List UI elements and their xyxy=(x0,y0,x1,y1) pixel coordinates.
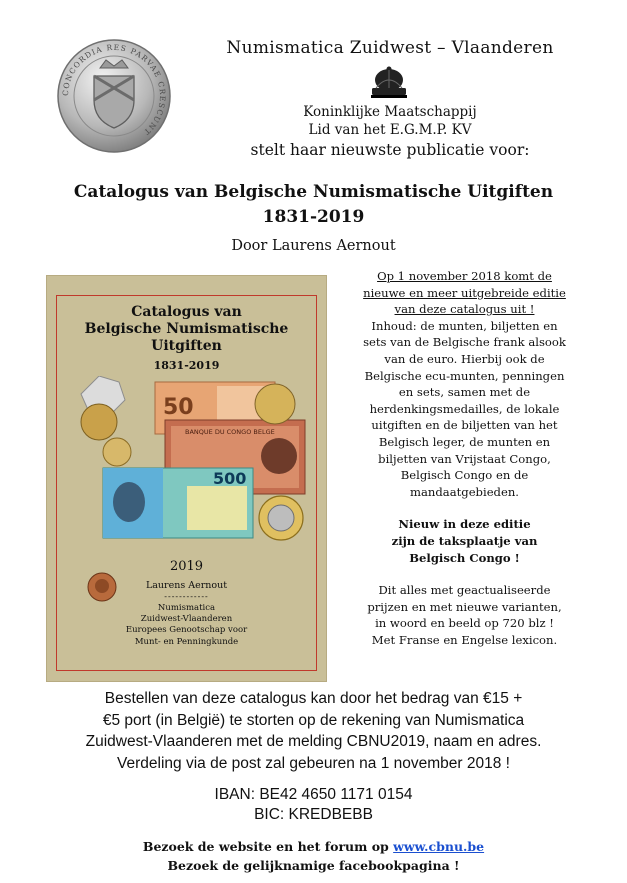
intro-line-1: Op 1 november 2018 komt de xyxy=(377,269,552,283)
svg-text:BANQUE DU CONGO BELGE: BANQUE DU CONGO BELGE xyxy=(185,428,275,436)
cover-title-1: Catalogus van xyxy=(131,304,242,320)
header-line-3: stelt haar nieuwste publicatie voor: xyxy=(250,141,530,159)
extra-line: prijzen en met nieuwe varianten, xyxy=(367,599,562,614)
intro-line-2: nieuwe en meer uitgebreide editie xyxy=(363,285,566,300)
main-title: Catalogus van Belgische Numismatische Uitgiften xyxy=(73,182,554,202)
content-line: Inhoud: de munten, biljetten en xyxy=(371,318,558,333)
note-500-illustration xyxy=(103,468,253,538)
cover-title-3: Uitgiften xyxy=(151,338,222,354)
cover-org-line-2: Zuidwest-Vlaanderen xyxy=(140,614,233,625)
order-line: Bestellen van deze catalogus kan door het bedrag van €15 + xyxy=(104,690,523,707)
header-line-2: Lid van het E.G.M.P. KV xyxy=(308,122,472,138)
iban-number: IBAN: BE42 4650 1171 0154 xyxy=(214,786,413,803)
cover-organization xyxy=(47,603,326,648)
cover-org-line-4: Munt- en Penningkunde xyxy=(134,636,239,647)
organization-name: Numismatica Zuidwest – Vlaanderen xyxy=(226,38,554,58)
extra-line: in woord en beeld op 720 blz ! xyxy=(375,616,554,631)
footer-website-line xyxy=(30,839,597,854)
content-line: sets van de Belgische frank alsook xyxy=(363,335,566,350)
cover-title-2: Belgische Numismatische xyxy=(84,321,289,337)
content-line: en sets, samen met de xyxy=(398,385,531,400)
footer-website-prefix: Bezoek de website en het forum op xyxy=(142,839,394,854)
cover-year: 2019 xyxy=(169,559,204,574)
author-line: Door Laurens Aernout xyxy=(231,238,396,254)
cover-divider: ------------ xyxy=(164,592,209,601)
society-coin-image xyxy=(56,38,172,154)
header-line-1: Koninklijke Maatschappij xyxy=(303,104,477,120)
new-edition-line-3: Belgisch Congo ! xyxy=(409,550,520,565)
content-line: van de euro. Hierbij ook de xyxy=(384,351,545,366)
bic-code: BIC: KREDBEBB xyxy=(254,806,373,823)
order-line: €5 port (in België) te storten op de rekening van Numismatica xyxy=(102,711,525,729)
intro-line-3: van deze catalogus uit ! xyxy=(394,302,535,317)
order-line: Verdeling via de post zal gebeuren na 1 november 2018 ! xyxy=(117,754,510,772)
cover-org-line-1: Numismatica xyxy=(157,603,216,613)
cover-small-coin-icon xyxy=(87,572,117,602)
order-line: Zuidwest-Vlaanderen met de melding CBNU2019, naam en adres. xyxy=(85,733,542,750)
cover-collage-illustration xyxy=(67,376,307,551)
website-link[interactable]: www.cbnu.be xyxy=(393,839,485,854)
order-instructions xyxy=(30,688,597,774)
cover-org-line-3: Europees Genootschap voor xyxy=(125,625,248,636)
main-title-years: 1831-2019 xyxy=(262,207,365,227)
svg-text:50: 50 xyxy=(163,395,194,420)
content-line: biljetten van Vrijstaat Congo, xyxy=(378,451,551,466)
content-line: herdenkingsmedailles, de lokale xyxy=(369,401,560,416)
book-cover-image xyxy=(47,276,326,681)
footer-facebook-line: Bezoek de gelijknamige facebookpagina ! xyxy=(167,858,460,873)
cover-years: 1831-2019 xyxy=(153,359,220,372)
content-line: uitgiften en de biljetten van het xyxy=(371,418,558,433)
content-line: Belgisch Congo en de xyxy=(400,468,529,483)
cover-author: Laurens Aernout xyxy=(145,580,228,591)
extra-line: Met Franse en Engelse lexicon. xyxy=(371,632,558,647)
svg-text:CONCORDIA RES PARVAE CRESCUNT: CONCORDIA RES PARVAE CRESCUNT xyxy=(60,42,168,138)
description-column xyxy=(342,268,587,648)
svg-text:500: 500 xyxy=(213,469,247,488)
extra-line: Dit alles met geactualiseerde xyxy=(378,583,551,598)
new-edition-line-1: Nieuw in deze editie xyxy=(398,517,531,532)
content-line: Belgisch leger, de munten en xyxy=(378,434,551,449)
crown-icon xyxy=(366,66,412,100)
content-line: mandaatgebieden. xyxy=(410,484,519,499)
content-line: Belgische ecu-munten, penningen xyxy=(364,368,565,383)
new-edition-line-2: zijn de taksplaatje van xyxy=(391,533,538,548)
